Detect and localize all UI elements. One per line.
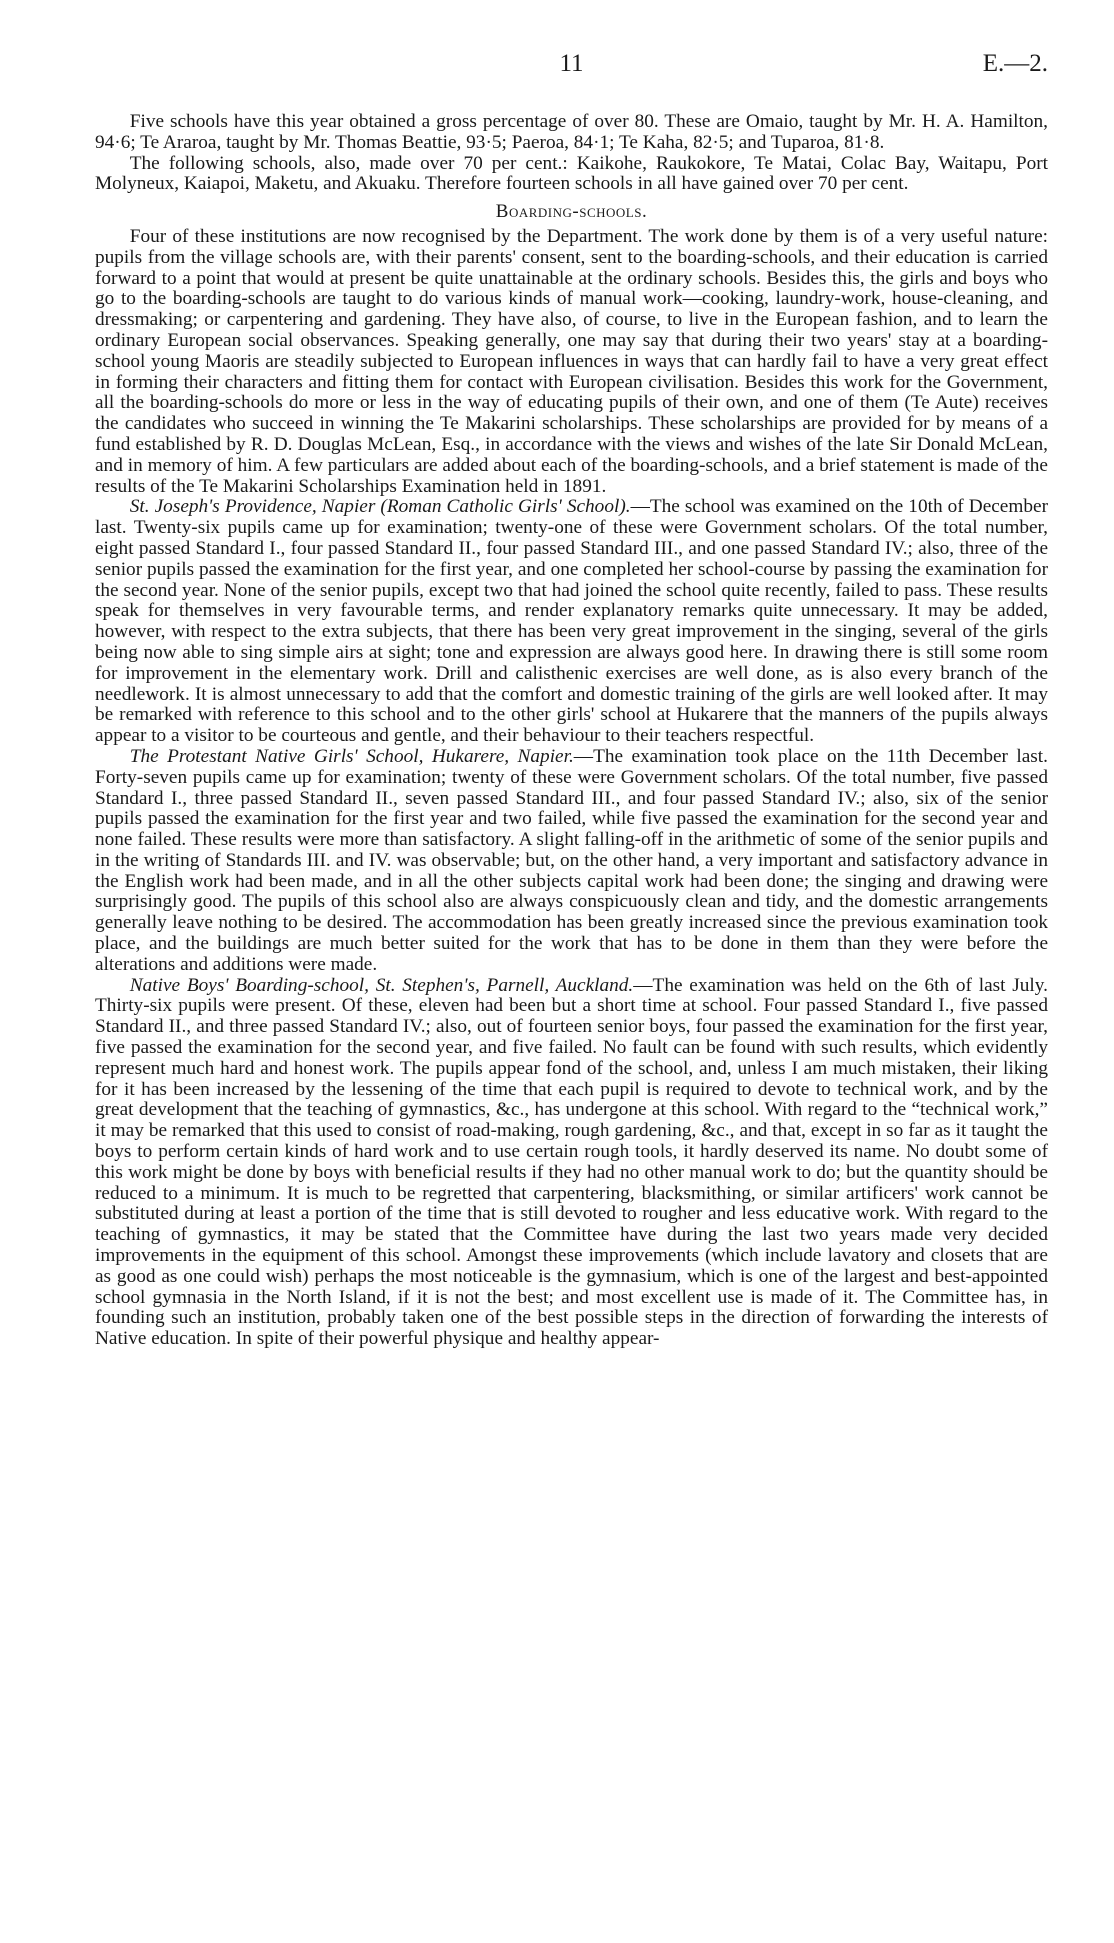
section-heading-boarding-schools: Boarding-schools. — [495, 201, 648, 223]
intro-paragraph-2: The following schools, also, made over 70 per cent.: Kaikohe, Raukokore, Te Matai, Colac Bay, Waitapu, Port Molyneux, Kaiapoi, Maketu, and Akuaku. Therefore fourteen schools in all have gained over 70 per cent. — [95, 152, 1048, 195]
school-report-st-stephens: —The examination was held on the 6th of last July. Thirty-six pupils were present. Of these, eleven had been but a short time at school. Four passed Standard I., five passed Standard II., and three passed Standard IV.; also, out of fourteen senior boys, four passed the examination for the first year, five passed the examination for the second year, and five failed. No fault can be found with such results, which evidently represent much hard and honest work. The pupils appear fond of the school, and, unless I am much mistaken, their liking for it has been increased by the lessening of the time that each pupil is required to devote to technical work, and by the great development that the teaching of gymnastics, &c., has undergone at this school. With regard to the “technical work,” it may be remarked that this used to consist of road-making, rough gardening, &c., and that, except in so far as it taught the boys to perform certain kinds of hard work and to use certain rough tools, it hardly deserved its name. No doubt some of this work might be done by boys with beneficial results if they had no other manual work to do; but the quantity should be reduced to a minimum. It is much to be regretted that carpentering, blacksmithing, or similar artificers' work cannot be substituted during at least a portion of the time that is still devoted to rougher and less educative work. With regard to the teaching of gymnastics, it may be stated that the Committee have during the last two years made very decided improvements in the equipment of this school. Amongst these improvements (which include lavatory and closets that are as good as one could wish) perhaps the most noticeable is the gymnasium, which is one of the largest and best-appointed school gymnasia in the North Island, if it is not the best; and most excellent use is made of it. The Committee has, in founding such an institution, probably taken one of the best possible steps in the direction of forwarding the interests of Native education. In spite of their powerful physique and healthy appear- — [95, 974, 1048, 1350]
school-name-st-josephs: St. Joseph's Providence, Napier (Roman Catholic Girls' School). — [129, 496, 631, 518]
body-text — [95, 112, 1048, 1350]
school-report-st-josephs: —The school was examined on the 10th of December last. Twenty-six pupils came up for examination; twenty-one of these were Government scholars. Of the total number, eight passed Standard I., four passed Standard II., four passed Standard III., and one passed Standard IV.; also, three of the senior pupils passed the examination for the first year, and one completed her school-course by passing the examination for the second year. None of the senior pupils, except two that had joined the school quite recently, failed to pass. These results speak for themselves in very favourable terms, and render explanatory remarks quite unnecessary. It may be added, however, with respect to the extra subjects, that there has been very great improvement in the singing, several of the girls being now able to sing simple airs at sight; tone and expression are always good here. In drawing there is still some room for improvement in the elementary work. Drill and calisthenic exercises are well done, as is also every branch of the needlework. It is almost unnecessary to add that the comfort and domestic training of the girls are well looked after. It may be remarked with reference to this school and to the other girls' school at Hukarere that the manners of the pupils always appear to a visitor to be courteous and gentle, and their behaviour to their teachers respectful. — [95, 496, 1048, 747]
school-paragraph-st-stephens — [95, 976, 1048, 1350]
school-paragraph-hukarere — [95, 747, 1048, 976]
intro-paragraph-1: Five schools have this year obtained a gross percentage of over 80. These are Omaio, taught by Mr. H. A. Hamilton, 94·6; Te Araroa, taught by Mr. Thomas Beattie, 93·5; Paeroa, 84·1; Te Kaha, 82·5; and Tuparoa, 81·8. — [95, 111, 1048, 153]
page-header — [95, 50, 1048, 90]
school-report-hukarere: —The examination took place on the 11th December last. Forty-seven pupils came up for examination; twenty of these were Government scholars. Of the total number, five passed Standard I., three passed Standard II., seven passed Standard III., and four passed Standard IV.; also, six of the senior pupils passed the examination for the first year and two failed, while five passed the examination for the second year and none failed. These results were more than satisfactory. A slight falling-off in the arithmetic of some of the senior pupils and in the writing of Standards III. and IV. was observable; but, on the other hand, a very important and satisfactory advance in the English work had been made, and in all the other subjects capital work had been done; the singing and drawing were surprisingly good. The pupils of this school also are always conspicuously clean and tidy, and the domestic arrangements generally leave nothing to be desired. The accommodation has been greatly increased since the previous examination took place, and the buildings are much better suited for the work that has to be done in them than they were before the alterations and additions were made. — [95, 745, 1048, 975]
boarding-schools-intro-paragraph: Four of these institutions are now recognised by the Department. The work done by them is of a very useful nature: pupils from the village schools are, with their parents' consent, sent to the boarding-schools, and their education is carried forward to a point that would at present be quite unattainable at the ordinary schools. Besides this, the girls and boys who go to the boarding-schools are taught to do various kinds of manual work—cooking, laundry-work, house-cleaning, and dressmaking; or carpentering and gardening. They have also, of course, to live in the European fashion, and to learn the ordinary European social observances. Speaking generally, one may say that during their two years' stay at a boarding-school young Maoris are steadily subjected to European influences in ways that can hardly fail to have a very great effect in forming their characters and fitting them for contact with European civilisation. Besides this work for the Government, all the boarding-schools do more or less in the way of educating pupils of their own, and one of them (Te Aute) receives the candidates who succeed in winning the Te Makarini scholarships. These scholarships are provided for by means of a fund established by R. D. Douglas McLean, Esq., in accordance with the views and wishes of the late Sir Donald McLean, and in memory of him. A few particulars are added about each of the boarding-schools, and a brief statement is made of the results of the Te Makarini Scholarships Examination held in 1891. — [95, 225, 1048, 497]
school-paragraph-st-josephs — [95, 497, 1048, 747]
page-number: 11 — [559, 50, 584, 77]
school-name-hukarere: The Protestant Native Girls' School, Hukarere, Napier. — [129, 745, 574, 767]
school-name-st-stephens: Native Boys' Boarding-school, St. Stephen's, Parnell, Auckland. — [129, 974, 634, 996]
document-reference: E.—2. — [982, 50, 1048, 77]
